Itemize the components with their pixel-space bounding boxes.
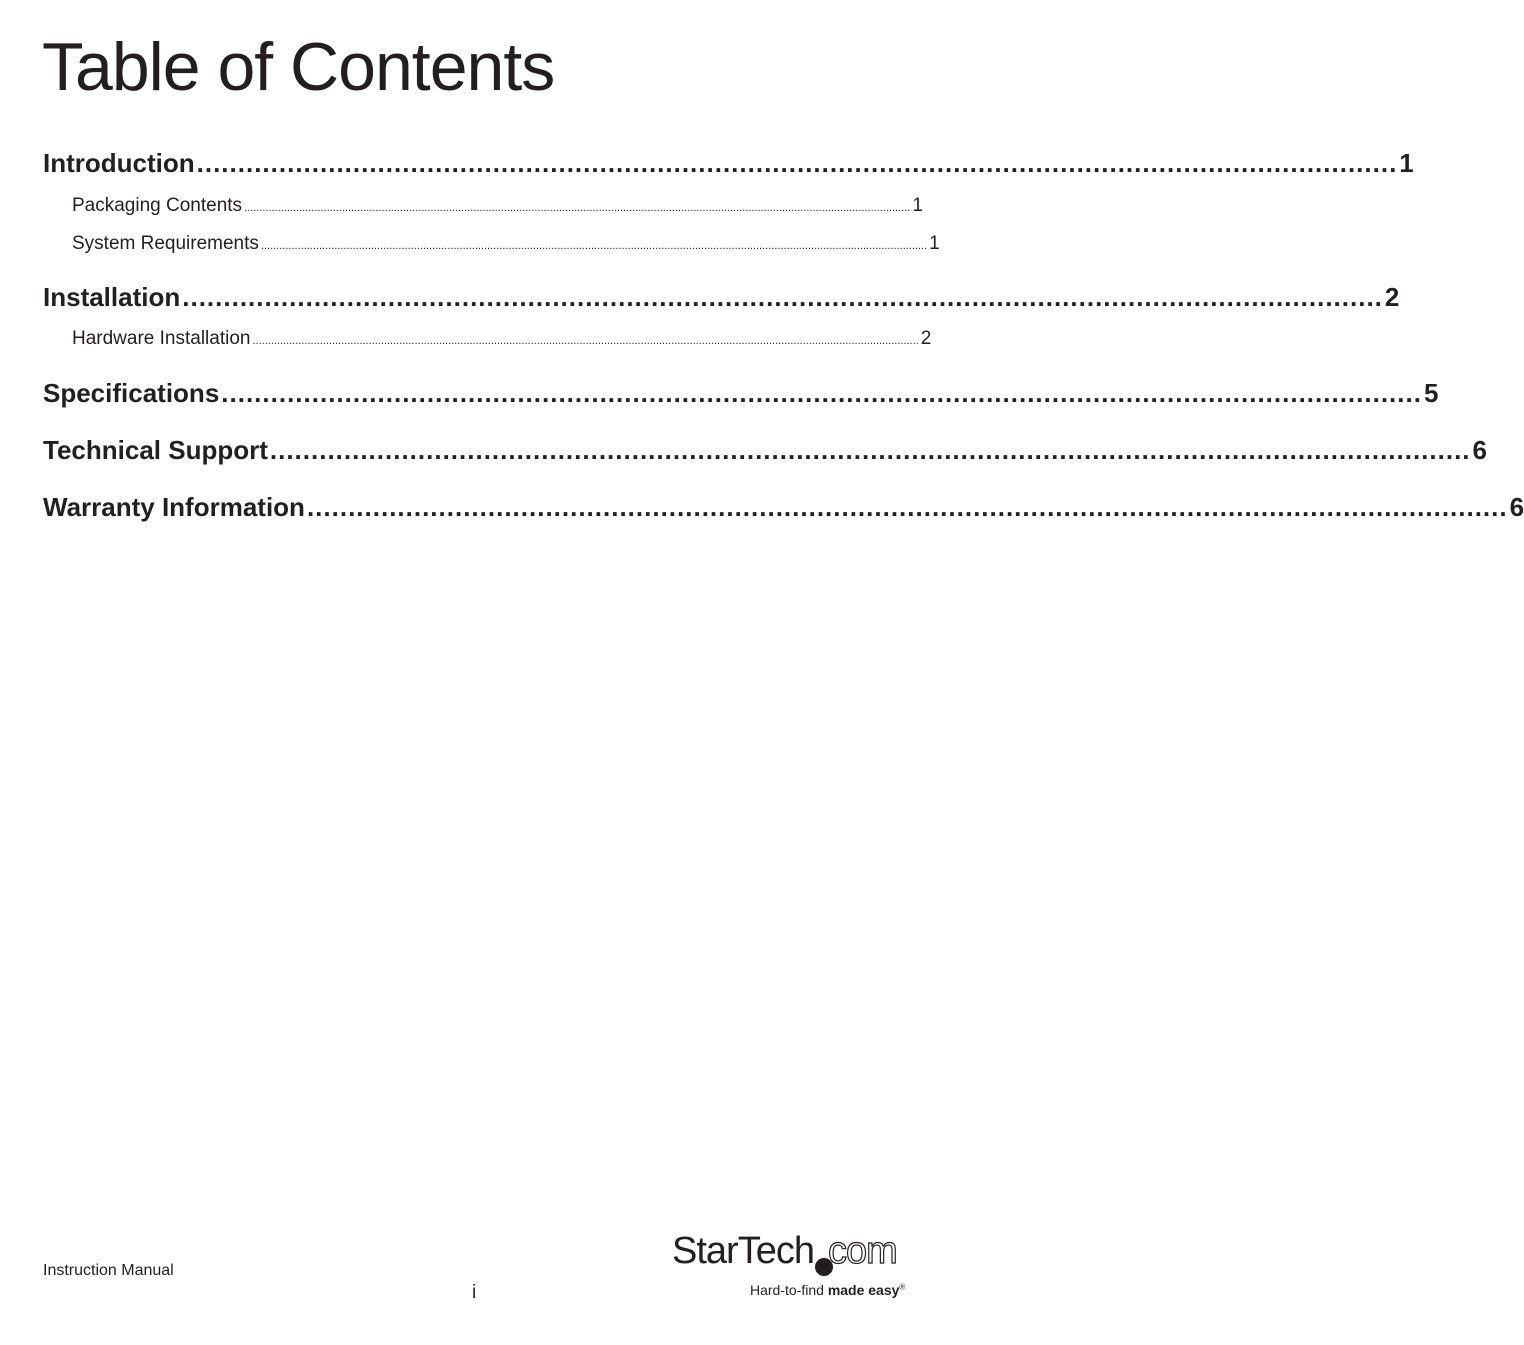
page-number: i bbox=[472, 1282, 477, 1303]
toc-entry-page: 1 bbox=[1399, 148, 1414, 178]
startech-logo bbox=[670, 1230, 910, 1305]
toc-entry-system-requirements[interactable] bbox=[72, 233, 940, 255]
toc-entry-technical-support[interactable] bbox=[43, 435, 1487, 466]
toc-entry-label: Hardware Installation bbox=[72, 328, 251, 349]
toc-entry-label: Introduction bbox=[43, 148, 195, 178]
dot-leader: .................................................................................................................................................. bbox=[269, 435, 1471, 465]
toc-entry-label: Specifications bbox=[43, 378, 220, 408]
toc-entry-specifications[interactable] bbox=[43, 378, 1439, 409]
toc-entry-label: System Requirements bbox=[72, 233, 259, 254]
logo-tagline-bold: made easy bbox=[827, 1282, 900, 1298]
dot-leader: .......................................................................................................................................................................................................................... bbox=[260, 240, 928, 252]
toc-entry-page: 6 bbox=[1509, 492, 1524, 522]
toc-entry-packaging-contents[interactable] bbox=[72, 195, 923, 217]
dot-leader: .................................................................................................................................................. bbox=[196, 148, 1398, 178]
toc-entry-warranty-information[interactable] bbox=[43, 492, 1524, 523]
logo-suffix-text: com bbox=[828, 1230, 897, 1272]
toc-entry-page: 5 bbox=[1423, 378, 1439, 408]
toc-entry-page: 1 bbox=[912, 195, 923, 216]
logo-tagline bbox=[750, 1282, 905, 1298]
footer-document-type: Instruction Manual bbox=[43, 1262, 174, 1279]
page-title: Table of Contents bbox=[42, 29, 555, 105]
toc-entry-page: 2 bbox=[920, 328, 932, 349]
registered-mark: ® bbox=[899, 1282, 906, 1292]
dot-leader: .................................................................................................................................................. bbox=[306, 492, 1508, 522]
toc-entry-label: Warranty Information bbox=[43, 492, 305, 522]
toc-entry-introduction[interactable] bbox=[43, 148, 1414, 179]
dot-leader: .......................................................................................................................................................................................................................... bbox=[244, 202, 911, 214]
dot-leader: .......................................................................................................................................................................................................................... bbox=[252, 335, 919, 347]
toc-entry-page: 2 bbox=[1384, 282, 1400, 312]
toc-entry-page: 6 bbox=[1472, 435, 1487, 465]
toc-entry-label: Installation bbox=[43, 282, 181, 312]
logo-tagline-regular: Hard-to-find bbox=[750, 1282, 828, 1298]
toc-entry-label: Packaging Contents bbox=[72, 195, 243, 216]
toc-entry-installation[interactable] bbox=[43, 282, 1400, 313]
dot-leader: .................................................................................................................................................. bbox=[182, 282, 1383, 312]
logo-brand-text: StarTech bbox=[672, 1230, 814, 1272]
toc-entry-page: 1 bbox=[929, 233, 940, 254]
dot-leader: .................................................................................................................................................. bbox=[221, 378, 1422, 408]
toc-entry-label: Technical Support bbox=[43, 435, 268, 465]
toc-entry-hardware-installation[interactable] bbox=[72, 328, 932, 350]
